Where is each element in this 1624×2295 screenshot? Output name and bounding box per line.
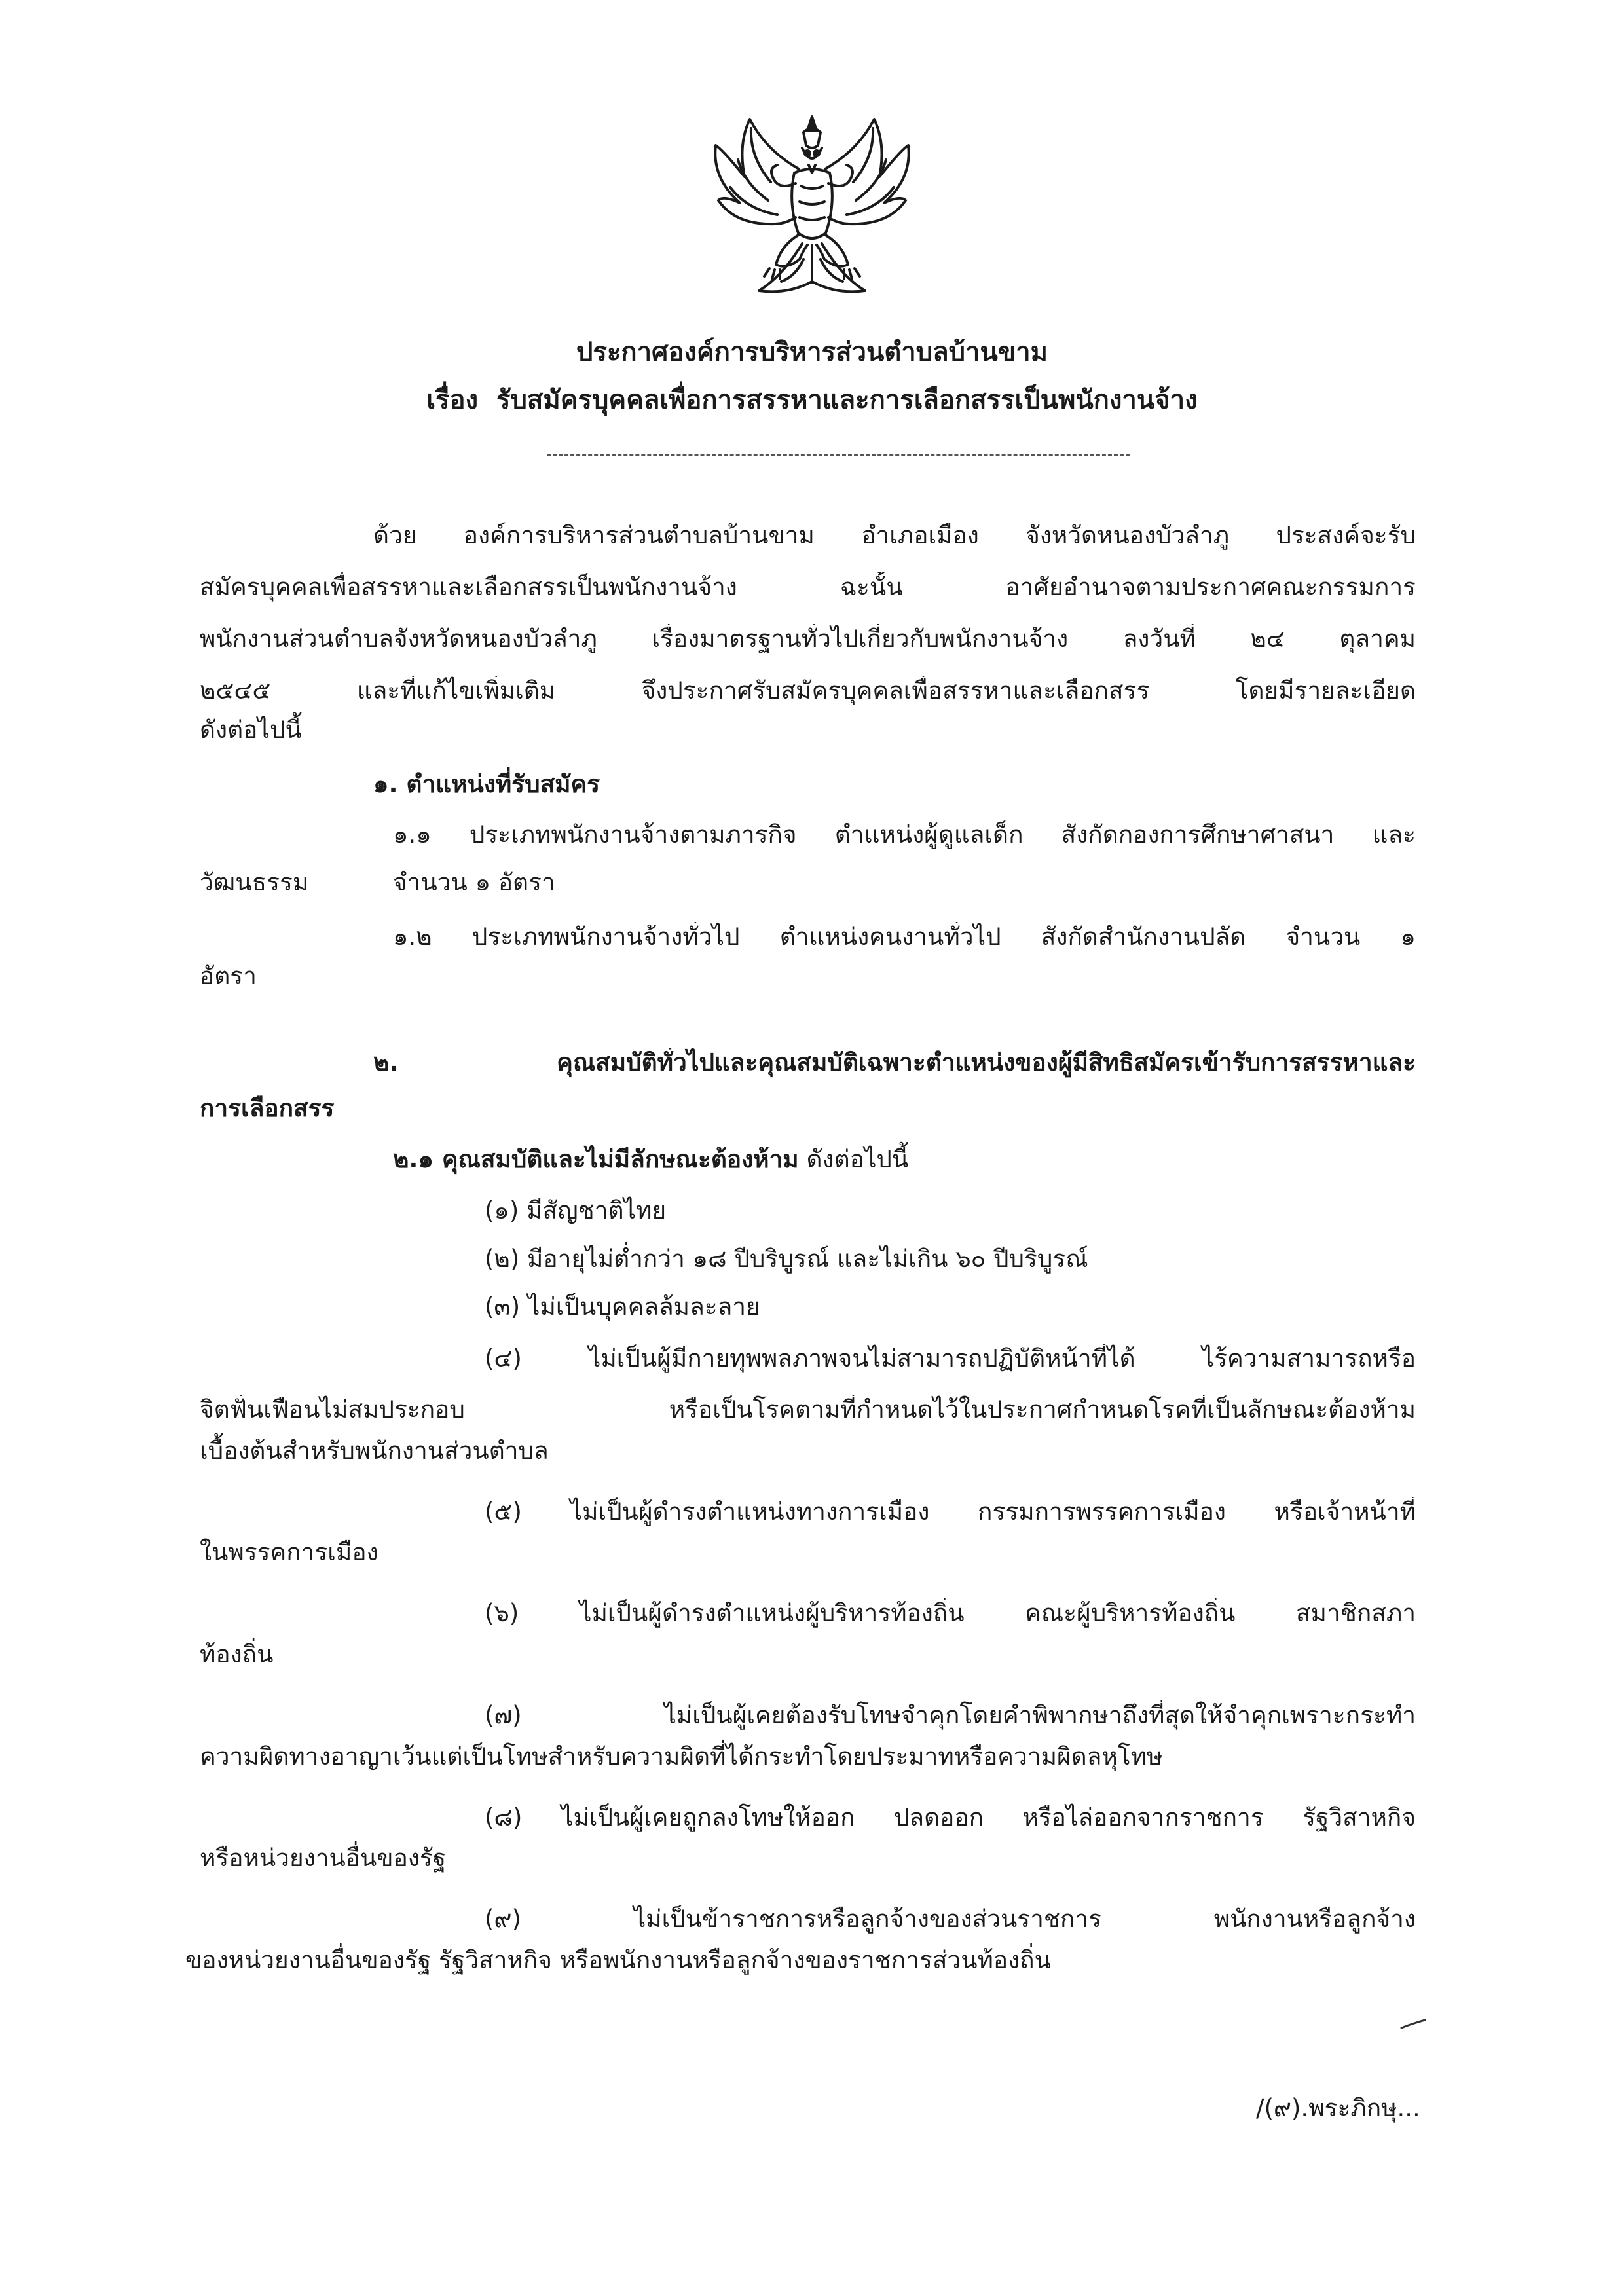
qualification-item-8-line2: หรือหน่วยงานอื่นของรัฐ bbox=[200, 1844, 447, 1872]
announcement-subject bbox=[0, 384, 1624, 416]
qualification-item-7-line2: ความผิดทางอาญาเว้นแต่เป็นโทษสำหรับความผิดที่ได้กระทำโดยประมาทหรือความผิดลหุโทษ bbox=[200, 1742, 1163, 1771]
qualification-item-4-line3: เบื้องต้นสำหรับพนักงานส่วนตำบล bbox=[200, 1437, 549, 1465]
intro-line-3: พนักงานส่วนตำบลจังหวัดหนองบัวลำภู เรื่องมาตรฐานทั่วไปเกี่ยวกับพนักงานจ้าง ลงวันที่ ๒๔ ตุลาคม bbox=[200, 625, 1416, 653]
section2-heading-line2: การเลือกสรร bbox=[200, 1094, 335, 1122]
section1-heading: ๑. ตำแหน่งที่รับสมัคร bbox=[373, 770, 600, 798]
section1-item1-line2-left: วัฒนธรรม bbox=[200, 868, 309, 896]
section1-item2-line1: ๑.๒ ประเภทพนักงานจ้างทั่วไป ตำแหน่งคนงานทั่วไป สังกัดสำนักงานปลัด จำนวน ๑ bbox=[393, 923, 1416, 951]
qualification-item-3: (๓) ไม่เป็นบุคคลล้มละลาย bbox=[485, 1293, 760, 1321]
qualification-item-9-line1: (๙) ไม่เป็นข้าราชการหรือลูกจ้างของส่วนราชการ พนักงานหรือลูกจ้าง bbox=[485, 1905, 1416, 1933]
subject-text: รับสมัครบุคคลเพื่อการสรรหาและการเลือกสรรเป็นพนักงานจ้าง bbox=[496, 385, 1198, 415]
qualification-item-5-line1: (๕) ไม่เป็นผู้ดำรงตำแหน่งทางการเมือง กรรมการพรรคการเมือง หรือเจ้าหน้าที่ bbox=[485, 1497, 1416, 1526]
qualification-item-4-line1: (๔) ไม่เป็นผู้มีกายทุพพลภาพจนไม่สามารถปฏิบัติหน้าที่ได้ ไร้ความสามารถหรือ bbox=[485, 1344, 1416, 1372]
subject-label: เรื่อง bbox=[426, 385, 479, 415]
section2-sub-heading-rest: ดังต่อไปนี้ bbox=[806, 1145, 909, 1173]
intro-line-4: ๒๕๔๕ และที่แก้ไขเพิ่มเติม จึงประกาศรับสมัครบุคคลเพื่อสรรหาและเลือกสรร โดยมีรายละเอียด bbox=[200, 676, 1416, 705]
title-divider bbox=[547, 454, 1130, 456]
qualification-item-1: (๑) มีสัญชาติไทย bbox=[485, 1196, 667, 1224]
section2-sub-heading bbox=[393, 1145, 908, 1175]
garuda-emblem-icon bbox=[704, 105, 920, 321]
qualification-item-7-line1: (๗) ไม่เป็นผู้เคยต้องรับโทษจำคุกโดยคำพิพากษาถึงที่สุดให้จำคุกเพราะกระทำ bbox=[485, 1701, 1416, 1729]
intro-line-1: ด้วย องค์การบริหารส่วนตำบลบ้านขาม อำเภอเมือง จังหวัดหนองบัวลำภู ประสงค์จะรับ bbox=[373, 521, 1416, 549]
qualification-item-9-line2: ของหน่วยงานอื่นของรัฐ รัฐวิสาหกิจ หรือพนักงานหรือลูกจ้างของราชการส่วนท้องถิ่น bbox=[185, 1946, 1051, 1974]
qualification-item-4-line2: จิตฟั่นเฟือนไม่สมประกอบ หรือเป็นโรคตามที่กำหนดไว้ในประกาศกำหนดโรคที่เป็นลักษณะต้องห้าม bbox=[200, 1395, 1416, 1423]
qualification-item-5-line2: ในพรรคการเมือง bbox=[200, 1538, 378, 1566]
intro-line-5: ดังต่อไปนี้ bbox=[200, 716, 302, 744]
page-continuation: /(๙).พระภิกษุ... bbox=[1256, 2094, 1420, 2122]
section2-heading-line1: ๒. คุณสมบัติทั่วไปและคุณสมบัติเฉพาะตำแหน่งของผู้มีสิทธิสมัครเข้ารับการสรรหาและ bbox=[373, 1048, 1416, 1076]
qualification-item-8-line1: (๘) ไม่เป็นผู้เคยถูกลงโทษให้ออก ปลดออก หรือไล่ออกจากราชการ รัฐวิสาหกิจ bbox=[485, 1803, 1416, 1831]
intro-line-2: สมัครบุคคลเพื่อสรรหาและเลือกสรรเป็นพนักงานจ้าง ฉะนั้น อาศัยอำนาจตามประกาศคณะกรรมการ bbox=[200, 573, 1416, 601]
qualification-item-2: (๒) มีอายุไม่ต่ำกว่า ๑๘ ปีบริบูรณ์ และไม่เกิน ๖๐ ปีบริบูรณ์ bbox=[485, 1245, 1088, 1273]
section2-sub-heading-bold: ๒.๑ คุณสมบัติและไม่มีลักษณะต้องห้าม bbox=[393, 1145, 799, 1173]
qualification-item-6-line2: ท้องถิ่น bbox=[200, 1640, 274, 1668]
section1-item1-line1: ๑.๑ ประเภทพนักงานจ้างตามภารกิจ ตำแหน่งผู้ดูแลเด็ก สังกัดกองการศึกษาศาสนา และ bbox=[393, 820, 1416, 849]
qualification-item-6-line1: (๖) ไม่เป็นผู้ดำรงตำแหน่งผู้บริหารท้องถิ่น คณะผู้บริหารท้องถิ่น สมาชิกสภา bbox=[485, 1599, 1416, 1627]
announcement-title: ประกาศองค์การบริหารส่วนตำบลบ้านขาม bbox=[576, 337, 1048, 367]
section1-item2-line2: อัตรา bbox=[200, 962, 257, 990]
section1-item1-line2-right: จำนวน ๑ อัตรา bbox=[393, 868, 555, 896]
pen-mark bbox=[1400, 2018, 1426, 2030]
